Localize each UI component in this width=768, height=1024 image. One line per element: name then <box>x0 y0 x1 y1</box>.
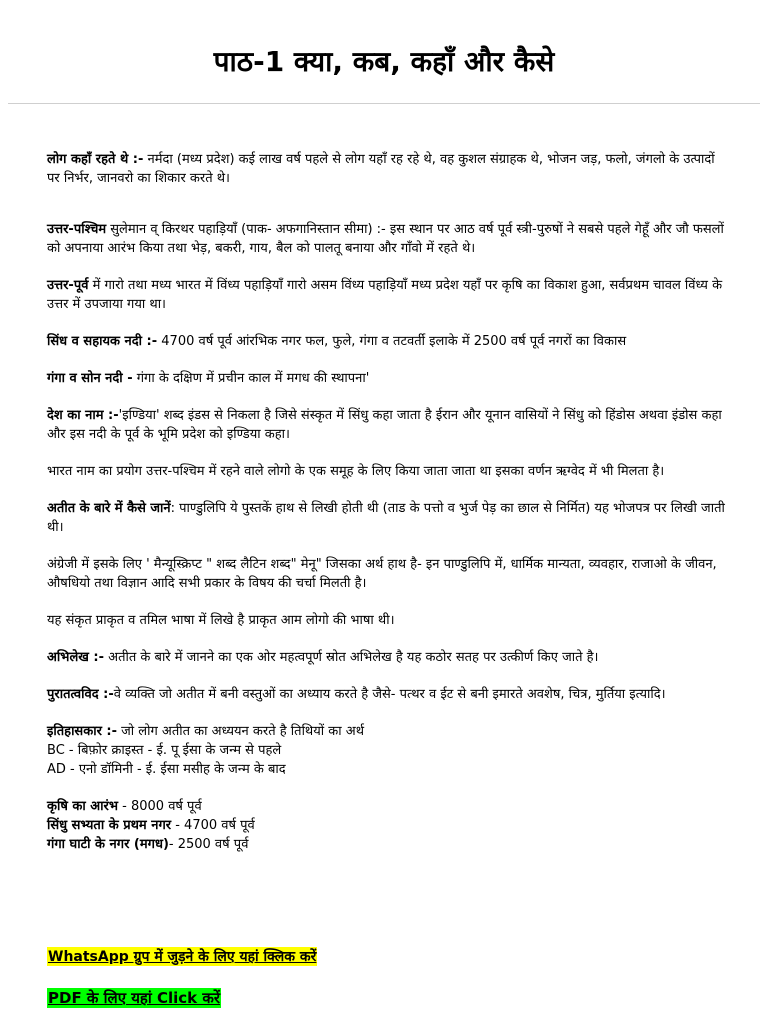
paragraph-desh-naam <box>47 406 728 444</box>
date-item <box>47 797 728 816</box>
date-value: - 8000 वर्ष पूर्व <box>118 799 202 814</box>
bc-line: BC - बिफ़ोर क्राइस्त - ई. पू ईसा के जन्म से पहले <box>47 743 282 758</box>
paragraph-text: 'इण्डिया' शब्द इंडस से निकला है जिसे संस्कृत में सिंधु कहा जाता है ईरान और यूनान वासियों ने सिंधु को हिंडोस अथवा इंडोस कहा और इस नदी के पूर्व के भूमि प्रदेश को इण्डिया कहा। <box>47 408 722 442</box>
page-title: पाठ-1 क्या, कब, कहाँ और कैसे <box>213 45 555 78</box>
paragraph-heading: इतिहासकार :- <box>47 724 118 739</box>
paragraph-text: वे व्यक्ति जो अतीत में बनी वस्तुओं का अध्याय करते है जैसे- पत्थर व ईट से बनी इमारते अवशेष, चित्र, मुर्तिया इत्यादि। <box>113 687 666 702</box>
date-label: गंगा घाटी के नगर (मगध) <box>47 837 169 852</box>
paragraph-heading: उत्तर-पूर्व <box>47 278 89 293</box>
paragraph-text: अतीत के बारे में जानने का एक ओर महत्वपूर्ण स्रोत अभिलेख है यह कठोर सतह पर उत्कीर्ण किए जाते है। <box>104 650 599 665</box>
ad-line: AD - एनो डॉमिनी - ई. ईसा मसीह के जन्म के बाद <box>47 762 286 777</box>
paragraph-heading: अतीत के बारे में कैसे जानें <box>47 501 171 516</box>
paragraph-text: गंगा के दक्षिण में प्रचीन काल में मगध की स्थापना' <box>132 371 370 386</box>
date-value: - 2500 वर्ष पूर्व <box>168 837 249 852</box>
paragraph-heading: गंगा व सोन नदी - <box>47 371 133 386</box>
paragraph-bhasha <box>47 611 728 630</box>
date-value: - 4700 वर्ष पूर्व <box>171 818 255 833</box>
paragraph-text: भारत नाम का प्रयोग उत्तर-पश्चिम में रहने वाले लोगो के एक समूह के लिए किया जाता जाता था इसका वर्णन ऋग्वेद में भी मिलता है। <box>47 464 665 479</box>
links-area <box>47 947 317 966</box>
paragraph-text: सुलेमान व् किरथर पहाड़ियाँ (पाक- अफगानिस्तान सीमा) :- इस स्थान पर आठ वर्ष पूर्व स्त्री-पुरुषों ने सबसे पहले गेहूँ और जौ फसलों को अपनाया आरंभ किया तथा भेड़, बकरी, गाय, बैल को पालतू बनाया और गाँवो में रहते थे। <box>47 222 724 256</box>
document-body <box>47 150 728 872</box>
date-label: सिंधु सभ्यता के प्रथम नगर <box>47 818 172 833</box>
pdf-download-link[interactable]: PDF के लिए यहां Click करें <box>48 989 221 1007</box>
paragraph-puratatvavid <box>47 685 728 704</box>
paragraph-heading: उत्तर-पश्चिम <box>47 222 107 237</box>
paragraph-manuscript <box>47 555 728 593</box>
date-item <box>47 816 728 835</box>
paragraph-text: 4700 वर्ष पूर्व आंरभिक नगर फल, फुले, गंगा व तटवर्ती इलाके में 2500 वर्ष पूर्व नगरों का विकास <box>157 334 627 349</box>
paragraph-text: में गारो तथा मध्य भारत में विंध्य पहाड़ियाँ गारो असम विंध्य पहाड़ियाँ मध्य प्रदेश यहाँ पर कृषि का विकाश हुआ, सर्वप्रथम चावल विंध्य के उत्तर में उपजाया गया था। <box>47 278 723 312</box>
paragraph-text: यह संकृत प्राकृत व तमिल भाषा में लिखे है प्राकृत आम लोगो की भाषा थी। <box>47 613 395 628</box>
paragraph-text: : पाण्डुलिपि ये पुस्तकें हाथ से लिखी होती थी (ताड के पत्तो व भुर्ज पेड़ का छाल से निर्मित) यह भोजपत्र पर लिखी जाती थी। <box>47 501 725 535</box>
itihaskar-line <box>47 722 728 741</box>
paragraph-uttar-paschim <box>47 220 728 258</box>
paragraph-uttar-purv <box>47 276 728 314</box>
paragraph-heading: अभिलेख :- <box>47 650 105 665</box>
paragraph-text: जो लोग अतीत का अध्ययन करते है तिथियों का अर्थ <box>117 724 364 739</box>
paragraph-text: नर्मदा (मध्य प्रदेश) कई लाख वर्ष पहले से लोग यहाँ रह रहे थे, वह कुशल संग्राहक थे, भोजन जड़, फलो, जंगलो के उत्पादों पर निर्भर, जानवरो का शिकार करते थे। <box>47 152 715 186</box>
paragraph-heading: लोग कहाँ रहते थे :- <box>47 152 144 167</box>
paragraph-heading: सिंध व सहायक नदी :- <box>47 334 158 349</box>
title-divider <box>8 103 760 104</box>
paragraph-bharat-naam <box>47 462 728 481</box>
dates-list <box>47 797 728 854</box>
paragraph-heading: देश का नाम :- <box>47 408 119 423</box>
date-item <box>47 835 728 854</box>
paragraph-ganga-son <box>47 369 728 388</box>
paragraph-ateet <box>47 499 728 537</box>
paragraph-sindh <box>47 332 728 351</box>
paragraph-heading: पुरातत्वविद :- <box>47 687 114 702</box>
whatsapp-group-link[interactable]: WhatsApp ग्रुप में जुड़ने के लिए यहां क्लिक करें <box>48 949 317 965</box>
date-label: कृषि का आरंभ <box>47 799 119 814</box>
paragraph-itihaskar <box>47 722 728 779</box>
paragraph-log-kahan <box>47 150 728 188</box>
paragraph-text: अंग्रेजी में इसके लिए ' मैन्यूस्क्रिप्ट " शब्द लैटिन शब्द" मेनू" जिसका अर्थ हाथ है- इन पाण्डुलिपि में, धार्मिक मान्यता, व्यवहार, राजाओ के जीवन, औषधियो तथा विज्ञान आदि सभी प्रकार के विषय की चर्चा मिलती है। <box>47 557 717 591</box>
paragraph-abhilekh <box>47 648 728 667</box>
